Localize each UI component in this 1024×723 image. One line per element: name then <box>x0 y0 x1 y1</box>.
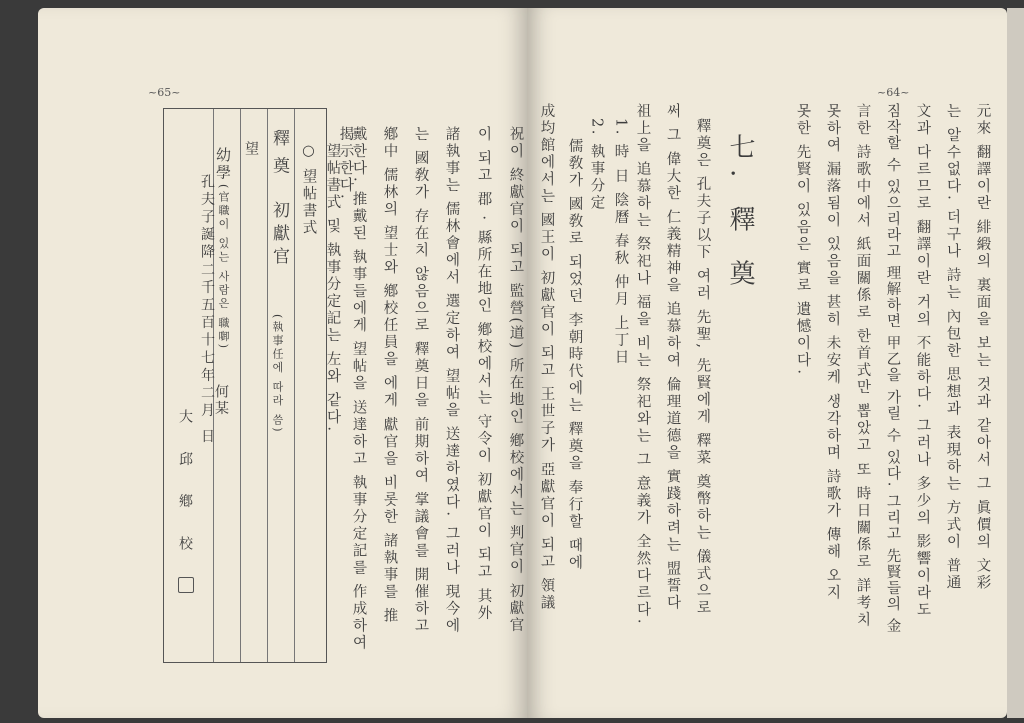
section-label: ○ 望帖書式 <box>300 143 317 237</box>
form-rule <box>240 109 241 662</box>
form-date: 孔夫子誕降二千五百十七年二月 日 <box>199 174 215 447</box>
section-heading: 七. 釋 奠 <box>725 133 755 296</box>
text-column: 못한 先賢이 있음은 實로 遺憾이다. <box>794 103 811 377</box>
form-name: 何某 <box>213 384 229 417</box>
text-column: 祖上을 追慕하는 祭祀나 福을 비는 祭祀와는 그 意義가 全然다르다. <box>634 103 651 626</box>
form-rule <box>267 109 268 662</box>
left-page <box>38 8 527 718</box>
page-number-left: ~65~ <box>148 86 181 99</box>
text-column: 言한 詩歌中에서 紙面關係로 한首式만 뽑았고 또 時日關係로 詳考치 <box>854 103 871 629</box>
text-column: 짐작할 수 있으리라고 理解하면 甲乙을 가릴 수 있다. 그리고 先賢들의 金 <box>884 103 901 635</box>
right-page <box>527 8 1007 718</box>
text-column: 못하여 漏落됨이 있음을 甚히 未安케 생각하며 詩歌가 傳해 오지 <box>824 103 841 602</box>
page-number-right: ~64~ <box>877 86 910 99</box>
text-column: 元來 翻譯이란 緋緞의 裏面을 보는 것과 같아서 그 眞價의 文彩 <box>974 103 991 592</box>
form-addressee-note: (官職이 있는 사람은 職啣) <box>217 184 230 351</box>
form-rite: 釋 奠 <box>269 129 289 176</box>
form-term: 望 <box>243 141 259 158</box>
text-column: 는 國敎가 存在치 않음으로 釋奠日을 前期하여 掌議會를 開催하고 <box>412 126 429 635</box>
form-issuer: 大 邱 鄕 校 <box>177 409 193 563</box>
text-column: 揭示한다. <box>337 126 354 202</box>
text-column: 이 되고 郡 · 縣所在地인 鄕校에서는 守令이 初獻官이 되고 其外 <box>475 126 492 623</box>
text-column: 成均館에서는 國王이 初獻官이 되고 王世子가 亞獻官이 되고 領議 <box>538 103 555 612</box>
text-column: 文과 다르므로 翻譯이란 거의 不能하다. 그러나 多少의 影響이라도 <box>914 103 931 619</box>
binding-edge <box>1007 8 1024 718</box>
text-column: 戴한다. 推戴된 執事들에게 望帖을 送達하고 執事分定記를 作成하여 <box>350 126 367 652</box>
seal-icon <box>178 577 194 593</box>
text-column: 祝이 終獻官이 되고 監營(道) 所在地인 鄕校에서는 判官이 初獻官 <box>507 126 524 635</box>
form-rule <box>294 109 295 662</box>
text-column: 2. 執事分定 <box>588 118 605 212</box>
text-column: 釋奠은 孔夫子以下 여러 先聖, 先賢에게 釋菜 奠幣하는 儀式으로 <box>694 118 711 617</box>
text-column: 諸執事는 儒林會에서 選定하여 望帖을 送達하였다. 그러나 現今에 <box>443 126 460 635</box>
text-column: 는 알수없다. 더구나 詩는 內包한 思想과 表現하는 方式이 普通 <box>944 103 961 592</box>
form-addressee: 幼學 <box>214 147 232 182</box>
text-column: 望帖書式 및 執事分定記는 左와 같다. <box>324 143 341 434</box>
望帖-form <box>163 108 327 663</box>
text-column: 1. 時 日 陰曆 春秋 仲月 上丁日 <box>612 118 629 367</box>
text-column: 鄕中 儒林의 望士와 鄕校任員을 에게 獻官을 비롯한 諸執事를 推 <box>381 126 398 625</box>
text-column: 儒敎가 國敎로 되었던 李朝時代에는 釋奠을 奉行할 때에 <box>566 138 583 572</box>
text-column: 써 그 偉大한 仁義精神을 追慕하여 倫理道德을 實踐하려는 盟誓다 <box>664 103 681 612</box>
form-role: 初獻官 <box>269 201 289 270</box>
form-role-note: (執事任에 따라 씀) <box>271 314 284 435</box>
